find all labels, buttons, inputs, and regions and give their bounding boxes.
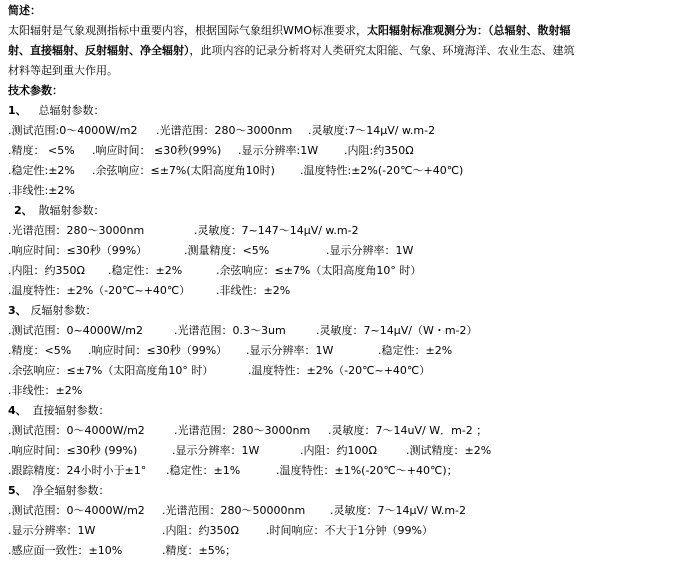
section-number: 5、: [8, 484, 27, 497]
param-item: .光谱范围：280～3000nm: [156, 124, 293, 137]
param-item: .温度特性：±2%（-20℃~+40℃）: [8, 284, 191, 297]
section-title: 散辐射参数：: [38, 204, 105, 217]
param-row: [8, 464, 668, 484]
param-row: [8, 164, 668, 184]
param-row: [8, 224, 668, 244]
param-item: .灵敏度：7~14μV/（W・m-2）: [316, 324, 478, 337]
section-heading: [8, 484, 110, 498]
param-item: .跟踪精度：24小时小于±1°: [8, 464, 147, 477]
param-item: .显示分辨率:1W: [238, 144, 319, 157]
param-item: .响应时间：≤30秒（99%）: [8, 244, 148, 257]
param-row: [8, 424, 668, 444]
param-item: .温度特性：±2%（-20℃~+40℃）: [248, 364, 431, 377]
param-item: .感应面一致性：±10%: [8, 544, 123, 557]
param-item: .余弦响应：≤±7%(太阳高度角10时): [92, 164, 275, 177]
param-item: .显示分辨率：1W: [326, 244, 414, 257]
param-row: [8, 524, 668, 544]
intro-line-2: [8, 44, 575, 64]
param-item: .余弦响应：≤±7%（太阳高度角10° 时）: [216, 264, 422, 277]
param-item: .响应时间： ≤30秒(99%): [92, 144, 222, 157]
param-item: .测试范围：0～4000W/m2: [8, 504, 145, 517]
param-item: .测试范围：0～4000W/m2: [8, 424, 145, 437]
param-row: [8, 364, 668, 384]
param-item: .显示分辨率：1W: [8, 524, 96, 537]
param-row: [8, 444, 668, 464]
param-item: .稳定性:±2%: [8, 164, 75, 177]
param-item: .测试范围:0～4000W/m2: [8, 124, 138, 137]
param-item: .内阻：约350Ω: [162, 524, 239, 537]
param-item: .精度：<5%: [8, 344, 72, 357]
param-row: [8, 244, 668, 264]
section-number: 3、: [8, 304, 27, 317]
param-row: [8, 384, 668, 404]
section-heading: [14, 204, 105, 218]
intro-text: 太阳辐射是气象观测指标中重要内容，根据国际气象组织WMO标准要求，: [8, 24, 368, 37]
param-item: .精度： <5%: [8, 144, 75, 157]
param-item: .非线性:±2%: [8, 184, 75, 197]
section-heading: [8, 404, 110, 418]
param-item: .内阻:约350Ω: [344, 144, 414, 157]
param-item: .温度特性:±2%(-20℃～+40℃): [300, 164, 464, 177]
param-item: .内阻：约100Ω: [300, 444, 377, 457]
param-row: [8, 544, 668, 564]
param-row: [8, 184, 668, 204]
param-row: [8, 144, 668, 164]
param-item: .光谱范围：280～3000nm: [174, 424, 311, 437]
param-item: .光谱范围：280～3000nm: [8, 224, 145, 237]
param-row: [8, 504, 668, 524]
section-title: 净全辐射参数：: [32, 484, 110, 497]
param-item: .光谱范围：0.3～3um: [174, 324, 286, 337]
param-item: .响应时间：≤30秒（99%）: [88, 344, 228, 357]
section-number: 2、: [14, 204, 33, 217]
param-row: [8, 264, 668, 284]
param-item: .光谱范围：280～50000nm: [162, 504, 306, 517]
param-item: .稳定性：±2%: [378, 344, 453, 357]
section-heading: [8, 104, 105, 118]
param-item: .灵敏度：7～14uV/ W．m-2 ；: [328, 424, 488, 437]
param-row: [8, 124, 668, 144]
param-item: .稳定性：±2%: [108, 264, 183, 277]
param-row: [8, 324, 668, 344]
param-item: .非线性：±2%: [8, 384, 83, 397]
param-item: .时间响应：不大于1分钟（99%）: [266, 524, 433, 537]
intro-line-3: 材料等起到重大作用。: [8, 64, 118, 77]
param-item: .内阻：约350Ω: [8, 264, 85, 277]
param-item: .显示分辨率：1W: [246, 344, 334, 357]
param-item: .稳定性：±1%: [166, 464, 241, 477]
param-item: .响应时间：≤30秒 (99%): [8, 444, 138, 457]
intro-text: ，此项内容的记录分析将对人类研究太阳能、气象、环境海洋、农业生态、建筑: [189, 44, 575, 57]
intro-line-1: [8, 24, 571, 44]
section-heading: [8, 304, 97, 318]
param-item: .测试范围：0~4000W/m2: [8, 324, 144, 337]
param-item: .灵敏度:7～14μV/ w.m-2: [308, 124, 436, 137]
param-item: .测量精度：<5%: [184, 244, 270, 257]
section-title: 反辐射参数：: [30, 304, 97, 317]
param-item: .灵敏度：7~147～14μV/ w.m-2: [194, 224, 359, 237]
intro-title: 简述：: [8, 4, 41, 17]
tech-params-title: 技术参数：: [8, 84, 63, 97]
param-item: .测试精度：±2%: [406, 444, 492, 457]
param-item: .显示分辨率：1W: [172, 444, 260, 457]
param-row: [8, 284, 668, 304]
section-title: 总辐射参数：: [38, 104, 105, 117]
param-item: .温度特性：±1%(-20℃～+40℃)；: [276, 464, 458, 477]
param-item: .非线性：±2%: [216, 284, 291, 297]
intro-emphasis: 太阳辐射标准观测分为：（总辐射、散射辐: [367, 24, 571, 37]
section-title: 直接辐射参数：: [32, 404, 110, 417]
section-number: 1、: [8, 104, 27, 117]
param-item: .灵敏度：7～14μV/ W.m-2: [330, 504, 467, 517]
intro-emphasis: 射、直接辐射、反射辐射、净全辐射）: [8, 44, 190, 57]
param-item: .余弦响应：≤±7%（太阳高度角10° 时）: [8, 364, 214, 377]
param-item: .精度：±5%；: [162, 544, 237, 557]
param-row: [8, 344, 668, 364]
section-number: 4、: [8, 404, 27, 417]
